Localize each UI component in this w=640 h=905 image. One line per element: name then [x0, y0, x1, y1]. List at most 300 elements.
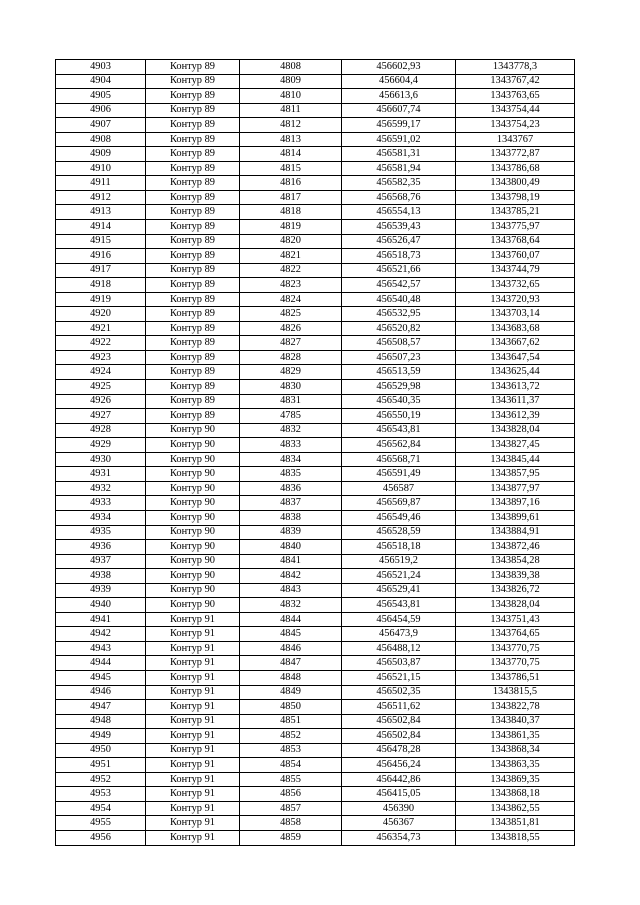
row-number-cell: 4932 — [56, 481, 146, 496]
table-row — [56, 583, 575, 598]
point-number-cell: 4840 — [240, 540, 342, 555]
table-row — [56, 394, 575, 409]
x-coordinate-cell: 456562,84 — [342, 438, 456, 453]
table-row — [56, 365, 575, 380]
x-coordinate-cell: 456415,05 — [342, 787, 456, 802]
contour-cell: Контур 89 — [146, 380, 240, 395]
table-row — [56, 307, 575, 322]
point-number-cell: 4809 — [240, 74, 342, 89]
point-number-cell: 4834 — [240, 452, 342, 467]
contour-cell: Контур 91 — [146, 612, 240, 627]
y-coordinate-cell: 1343768,64 — [456, 234, 575, 249]
point-number-cell: 4828 — [240, 350, 342, 365]
row-number-cell: 4913 — [56, 205, 146, 220]
row-number-cell: 4931 — [56, 467, 146, 482]
table-body — [56, 60, 575, 846]
y-coordinate-cell: 1343869,35 — [456, 772, 575, 787]
y-coordinate-cell: 1343786,68 — [456, 161, 575, 176]
row-number-cell: 4903 — [56, 60, 146, 75]
contour-cell: Контур 91 — [146, 714, 240, 729]
row-number-cell: 4927 — [56, 409, 146, 424]
x-coordinate-cell: 456542,57 — [342, 278, 456, 293]
table-row — [56, 118, 575, 133]
table-row — [56, 190, 575, 205]
row-number-cell: 4952 — [56, 772, 146, 787]
row-number-cell: 4950 — [56, 743, 146, 758]
table-row — [56, 569, 575, 584]
table-row — [56, 525, 575, 540]
x-coordinate-cell: 456599,17 — [342, 118, 456, 133]
x-coordinate-cell: 456529,41 — [342, 583, 456, 598]
point-number-cell: 4835 — [240, 467, 342, 482]
row-number-cell: 4904 — [56, 74, 146, 89]
y-coordinate-cell: 1343611,37 — [456, 394, 575, 409]
contour-cell: Контур 89 — [146, 220, 240, 235]
point-number-cell: 4814 — [240, 147, 342, 162]
x-coordinate-cell: 456521,66 — [342, 263, 456, 278]
y-coordinate-cell: 1343839,38 — [456, 569, 575, 584]
point-number-cell: 4829 — [240, 365, 342, 380]
contour-cell: Контур 89 — [146, 307, 240, 322]
contour-cell: Контур 91 — [146, 641, 240, 656]
row-number-cell: 4942 — [56, 627, 146, 642]
point-number-cell: 4827 — [240, 336, 342, 351]
table-row — [56, 714, 575, 729]
contour-cell: Контур 89 — [146, 409, 240, 424]
table-row — [56, 481, 575, 496]
contour-cell: Контур 91 — [146, 729, 240, 744]
point-number-cell: 4832 — [240, 598, 342, 613]
row-number-cell: 4912 — [56, 190, 146, 205]
point-number-cell: 4839 — [240, 525, 342, 540]
row-number-cell: 4935 — [56, 525, 146, 540]
row-number-cell: 4926 — [56, 394, 146, 409]
row-number-cell: 4953 — [56, 787, 146, 802]
y-coordinate-cell: 1343772,87 — [456, 147, 575, 162]
contour-cell: Контур 89 — [146, 278, 240, 293]
x-coordinate-cell: 456488,12 — [342, 641, 456, 656]
x-coordinate-cell: 456529,98 — [342, 380, 456, 395]
contour-cell: Контур 90 — [146, 554, 240, 569]
y-coordinate-cell: 1343828,04 — [456, 598, 575, 613]
table-row — [56, 787, 575, 802]
x-coordinate-cell: 456554,13 — [342, 205, 456, 220]
contour-cell: Контур 89 — [146, 336, 240, 351]
point-number-cell: 4822 — [240, 263, 342, 278]
x-coordinate-cell: 456568,76 — [342, 190, 456, 205]
table-row — [56, 510, 575, 525]
table-row — [56, 670, 575, 685]
y-coordinate-cell: 1343845,44 — [456, 452, 575, 467]
y-coordinate-cell: 1343767 — [456, 132, 575, 147]
x-coordinate-cell: 456540,48 — [342, 292, 456, 307]
row-number-cell: 4924 — [56, 365, 146, 380]
row-number-cell: 4951 — [56, 758, 146, 773]
y-coordinate-cell: 1343861,35 — [456, 729, 575, 744]
y-coordinate-cell: 1343754,44 — [456, 103, 575, 118]
x-coordinate-cell: 456613,6 — [342, 89, 456, 104]
x-coordinate-cell: 456478,28 — [342, 743, 456, 758]
table-row — [56, 641, 575, 656]
table-row — [56, 60, 575, 75]
y-coordinate-cell: 1343840,37 — [456, 714, 575, 729]
table-row — [56, 147, 575, 162]
point-number-cell: 4819 — [240, 220, 342, 235]
x-coordinate-cell: 456607,74 — [342, 103, 456, 118]
table-row — [56, 554, 575, 569]
row-number-cell: 4917 — [56, 263, 146, 278]
point-number-cell: 4818 — [240, 205, 342, 220]
contour-cell: Контур 90 — [146, 583, 240, 598]
point-number-cell: 4815 — [240, 161, 342, 176]
point-number-cell: 4843 — [240, 583, 342, 598]
y-coordinate-cell: 1343822,78 — [456, 700, 575, 715]
row-number-cell: 4907 — [56, 118, 146, 133]
table-row — [56, 612, 575, 627]
table-row — [56, 598, 575, 613]
x-coordinate-cell: 456507,23 — [342, 350, 456, 365]
point-number-cell: 4857 — [240, 801, 342, 816]
y-coordinate-cell: 1343764,65 — [456, 627, 575, 642]
x-coordinate-cell: 456390 — [342, 801, 456, 816]
y-coordinate-cell: 1343770,75 — [456, 641, 575, 656]
contour-cell: Контур 89 — [146, 176, 240, 191]
x-coordinate-cell: 456521,15 — [342, 670, 456, 685]
table-row — [56, 278, 575, 293]
contour-cell: Контур 91 — [146, 772, 240, 787]
contour-cell: Контур 90 — [146, 438, 240, 453]
x-coordinate-cell: 456581,94 — [342, 161, 456, 176]
contour-cell: Контур 91 — [146, 685, 240, 700]
table-row — [56, 423, 575, 438]
x-coordinate-cell: 456502,35 — [342, 685, 456, 700]
y-coordinate-cell: 1343897,16 — [456, 496, 575, 511]
table-row — [56, 74, 575, 89]
contour-cell: Контур 89 — [146, 103, 240, 118]
point-number-cell: 4838 — [240, 510, 342, 525]
contour-cell: Контур 89 — [146, 365, 240, 380]
x-coordinate-cell: 456549,46 — [342, 510, 456, 525]
y-coordinate-cell: 1343625,44 — [456, 365, 575, 380]
contour-cell: Контур 90 — [146, 452, 240, 467]
contour-cell: Контур 89 — [146, 292, 240, 307]
point-number-cell: 4848 — [240, 670, 342, 685]
row-number-cell: 4946 — [56, 685, 146, 700]
contour-cell: Контур 91 — [146, 743, 240, 758]
row-number-cell: 4928 — [56, 423, 146, 438]
coordinates-table — [55, 59, 575, 846]
y-coordinate-cell: 1343647,54 — [456, 350, 575, 365]
y-coordinate-cell: 1343744,79 — [456, 263, 575, 278]
x-coordinate-cell: 456568,71 — [342, 452, 456, 467]
row-number-cell: 4934 — [56, 510, 146, 525]
row-number-cell: 4956 — [56, 830, 146, 845]
y-coordinate-cell: 1343827,45 — [456, 438, 575, 453]
row-number-cell: 4939 — [56, 583, 146, 598]
table-row — [56, 89, 575, 104]
y-coordinate-cell: 1343720,93 — [456, 292, 575, 307]
point-number-cell: 4844 — [240, 612, 342, 627]
table-row — [56, 263, 575, 278]
table-row — [56, 700, 575, 715]
y-coordinate-cell: 1343667,62 — [456, 336, 575, 351]
point-number-cell: 4854 — [240, 758, 342, 773]
point-number-cell: 4845 — [240, 627, 342, 642]
y-coordinate-cell: 1343868,34 — [456, 743, 575, 758]
row-number-cell: 4919 — [56, 292, 146, 307]
contour-cell: Контур 90 — [146, 481, 240, 496]
y-coordinate-cell: 1343775,97 — [456, 220, 575, 235]
x-coordinate-cell: 456473,9 — [342, 627, 456, 642]
y-coordinate-cell: 1343786,51 — [456, 670, 575, 685]
point-number-cell: 4855 — [240, 772, 342, 787]
y-coordinate-cell: 1343818,55 — [456, 830, 575, 845]
y-coordinate-cell: 1343612,39 — [456, 409, 575, 424]
table-row — [56, 830, 575, 845]
x-coordinate-cell: 456591,02 — [342, 132, 456, 147]
y-coordinate-cell: 1343703,14 — [456, 307, 575, 322]
row-number-cell: 4941 — [56, 612, 146, 627]
x-coordinate-cell: 456540,35 — [342, 394, 456, 409]
table-row — [56, 729, 575, 744]
table-row — [56, 161, 575, 176]
row-number-cell: 4945 — [56, 670, 146, 685]
contour-cell: Контур 89 — [146, 132, 240, 147]
y-coordinate-cell: 1343851,81 — [456, 816, 575, 831]
contour-cell: Контур 89 — [146, 161, 240, 176]
x-coordinate-cell: 456502,84 — [342, 714, 456, 729]
y-coordinate-cell: 1343778,3 — [456, 60, 575, 75]
table-row — [56, 496, 575, 511]
row-number-cell: 4921 — [56, 321, 146, 336]
x-coordinate-cell: 456520,82 — [342, 321, 456, 336]
point-number-cell: 4808 — [240, 60, 342, 75]
point-number-cell: 4785 — [240, 409, 342, 424]
contour-cell: Контур 91 — [146, 627, 240, 642]
y-coordinate-cell: 1343760,07 — [456, 249, 575, 264]
row-number-cell: 4911 — [56, 176, 146, 191]
y-coordinate-cell: 1343815,5 — [456, 685, 575, 700]
y-coordinate-cell: 1343857,95 — [456, 467, 575, 482]
x-coordinate-cell: 456456,24 — [342, 758, 456, 773]
table-row — [56, 758, 575, 773]
row-number-cell: 4940 — [56, 598, 146, 613]
row-number-cell: 4929 — [56, 438, 146, 453]
x-coordinate-cell: 456602,93 — [342, 60, 456, 75]
x-coordinate-cell: 456502,84 — [342, 729, 456, 744]
table-row — [56, 540, 575, 555]
row-number-cell: 4925 — [56, 380, 146, 395]
contour-cell: Контур 89 — [146, 205, 240, 220]
x-coordinate-cell: 456569,87 — [342, 496, 456, 511]
point-number-cell: 4832 — [240, 423, 342, 438]
contour-cell: Контур 91 — [146, 801, 240, 816]
y-coordinate-cell: 1343770,75 — [456, 656, 575, 671]
x-coordinate-cell: 456543,81 — [342, 598, 456, 613]
x-coordinate-cell: 456508,57 — [342, 336, 456, 351]
contour-cell: Контур 89 — [146, 147, 240, 162]
row-number-cell: 4954 — [56, 801, 146, 816]
point-number-cell: 4825 — [240, 307, 342, 322]
row-number-cell: 4943 — [56, 641, 146, 656]
y-coordinate-cell: 1343854,28 — [456, 554, 575, 569]
contour-cell: Контур 91 — [146, 758, 240, 773]
y-coordinate-cell: 1343767,42 — [456, 74, 575, 89]
table-row — [56, 234, 575, 249]
y-coordinate-cell: 1343613,72 — [456, 380, 575, 395]
contour-cell: Контур 90 — [146, 598, 240, 613]
contour-cell: Контур 91 — [146, 816, 240, 831]
y-coordinate-cell: 1343798,19 — [456, 190, 575, 205]
y-coordinate-cell: 1343751,43 — [456, 612, 575, 627]
y-coordinate-cell: 1343868,18 — [456, 787, 575, 802]
point-number-cell: 4842 — [240, 569, 342, 584]
row-number-cell: 4948 — [56, 714, 146, 729]
point-number-cell: 4858 — [240, 816, 342, 831]
table-row — [56, 292, 575, 307]
contour-cell: Контур 89 — [146, 118, 240, 133]
contour-cell: Контур 90 — [146, 569, 240, 584]
row-number-cell: 4947 — [56, 700, 146, 715]
row-number-cell: 4933 — [56, 496, 146, 511]
table-row — [56, 249, 575, 264]
contour-cell: Контур 89 — [146, 60, 240, 75]
y-coordinate-cell: 1343877,97 — [456, 481, 575, 496]
row-number-cell: 4922 — [56, 336, 146, 351]
point-number-cell: 4813 — [240, 132, 342, 147]
point-number-cell: 4817 — [240, 190, 342, 205]
point-number-cell: 4837 — [240, 496, 342, 511]
x-coordinate-cell: 456518,73 — [342, 249, 456, 264]
x-coordinate-cell: 456532,95 — [342, 307, 456, 322]
contour-cell: Контур 90 — [146, 540, 240, 555]
row-number-cell: 4949 — [56, 729, 146, 744]
point-number-cell: 4853 — [240, 743, 342, 758]
x-coordinate-cell: 456591,49 — [342, 467, 456, 482]
y-coordinate-cell: 1343732,65 — [456, 278, 575, 293]
point-number-cell: 4810 — [240, 89, 342, 104]
point-number-cell: 4833 — [240, 438, 342, 453]
y-coordinate-cell: 1343872,46 — [456, 540, 575, 555]
point-number-cell: 4849 — [240, 685, 342, 700]
contour-cell: Контур 91 — [146, 787, 240, 802]
table-row — [56, 380, 575, 395]
x-coordinate-cell: 456454,59 — [342, 612, 456, 627]
point-number-cell: 4816 — [240, 176, 342, 191]
point-number-cell: 4824 — [240, 292, 342, 307]
x-coordinate-cell: 456354,73 — [342, 830, 456, 845]
contour-cell: Контур 90 — [146, 467, 240, 482]
contour-cell: Контур 89 — [146, 249, 240, 264]
x-coordinate-cell: 456442,86 — [342, 772, 456, 787]
point-number-cell: 4859 — [240, 830, 342, 845]
table-row — [56, 132, 575, 147]
x-coordinate-cell: 456550,19 — [342, 409, 456, 424]
row-number-cell: 4915 — [56, 234, 146, 249]
table-row — [56, 220, 575, 235]
contour-cell: Контур 91 — [146, 830, 240, 845]
point-number-cell: 4830 — [240, 380, 342, 395]
x-coordinate-cell: 456503,87 — [342, 656, 456, 671]
table-row — [56, 816, 575, 831]
point-number-cell: 4820 — [240, 234, 342, 249]
point-number-cell: 4847 — [240, 656, 342, 671]
table-row — [56, 772, 575, 787]
row-number-cell: 4938 — [56, 569, 146, 584]
x-coordinate-cell: 456604,4 — [342, 74, 456, 89]
x-coordinate-cell: 456582,35 — [342, 176, 456, 191]
contour-cell: Контур 89 — [146, 89, 240, 104]
contour-cell: Контур 90 — [146, 496, 240, 511]
row-number-cell: 4944 — [56, 656, 146, 671]
row-number-cell: 4909 — [56, 147, 146, 162]
point-number-cell: 4821 — [240, 249, 342, 264]
table-row — [56, 438, 575, 453]
point-number-cell: 4836 — [240, 481, 342, 496]
row-number-cell: 4906 — [56, 103, 146, 118]
row-number-cell: 4908 — [56, 132, 146, 147]
point-number-cell: 4852 — [240, 729, 342, 744]
row-number-cell: 4955 — [56, 816, 146, 831]
point-number-cell: 4823 — [240, 278, 342, 293]
table-row — [56, 801, 575, 816]
table-row — [56, 685, 575, 700]
y-coordinate-cell: 1343800,49 — [456, 176, 575, 191]
point-number-cell: 4811 — [240, 103, 342, 118]
x-coordinate-cell: 456521,24 — [342, 569, 456, 584]
y-coordinate-cell: 1343863,35 — [456, 758, 575, 773]
point-number-cell: 4846 — [240, 641, 342, 656]
contour-cell: Контур 90 — [146, 510, 240, 525]
contour-cell: Контур 89 — [146, 190, 240, 205]
table-row — [56, 452, 575, 467]
x-coordinate-cell: 456513,59 — [342, 365, 456, 380]
contour-cell: Контур 90 — [146, 525, 240, 540]
row-number-cell: 4930 — [56, 452, 146, 467]
table-row — [56, 321, 575, 336]
y-coordinate-cell: 1343763,65 — [456, 89, 575, 104]
x-coordinate-cell: 456539,43 — [342, 220, 456, 235]
contour-cell: Контур 89 — [146, 350, 240, 365]
y-coordinate-cell: 1343785,21 — [456, 205, 575, 220]
row-number-cell: 4923 — [56, 350, 146, 365]
contour-cell: Контур 89 — [146, 321, 240, 336]
point-number-cell: 4850 — [240, 700, 342, 715]
y-coordinate-cell: 1343683,68 — [456, 321, 575, 336]
table-row — [56, 656, 575, 671]
point-number-cell: 4831 — [240, 394, 342, 409]
table-row — [56, 103, 575, 118]
contour-cell: Контур 89 — [146, 234, 240, 249]
row-number-cell: 4937 — [56, 554, 146, 569]
y-coordinate-cell: 1343754,23 — [456, 118, 575, 133]
row-number-cell: 4914 — [56, 220, 146, 235]
row-number-cell: 4905 — [56, 89, 146, 104]
table-row — [56, 350, 575, 365]
contour-cell: Контур 89 — [146, 263, 240, 278]
x-coordinate-cell: 456543,81 — [342, 423, 456, 438]
point-number-cell: 4812 — [240, 118, 342, 133]
table-row — [56, 336, 575, 351]
y-coordinate-cell: 1343899,61 — [456, 510, 575, 525]
point-number-cell: 4826 — [240, 321, 342, 336]
contour-cell: Контур 91 — [146, 670, 240, 685]
x-coordinate-cell: 456587 — [342, 481, 456, 496]
table-row — [56, 176, 575, 191]
point-number-cell: 4841 — [240, 554, 342, 569]
row-number-cell: 4920 — [56, 307, 146, 322]
table-row — [56, 627, 575, 642]
